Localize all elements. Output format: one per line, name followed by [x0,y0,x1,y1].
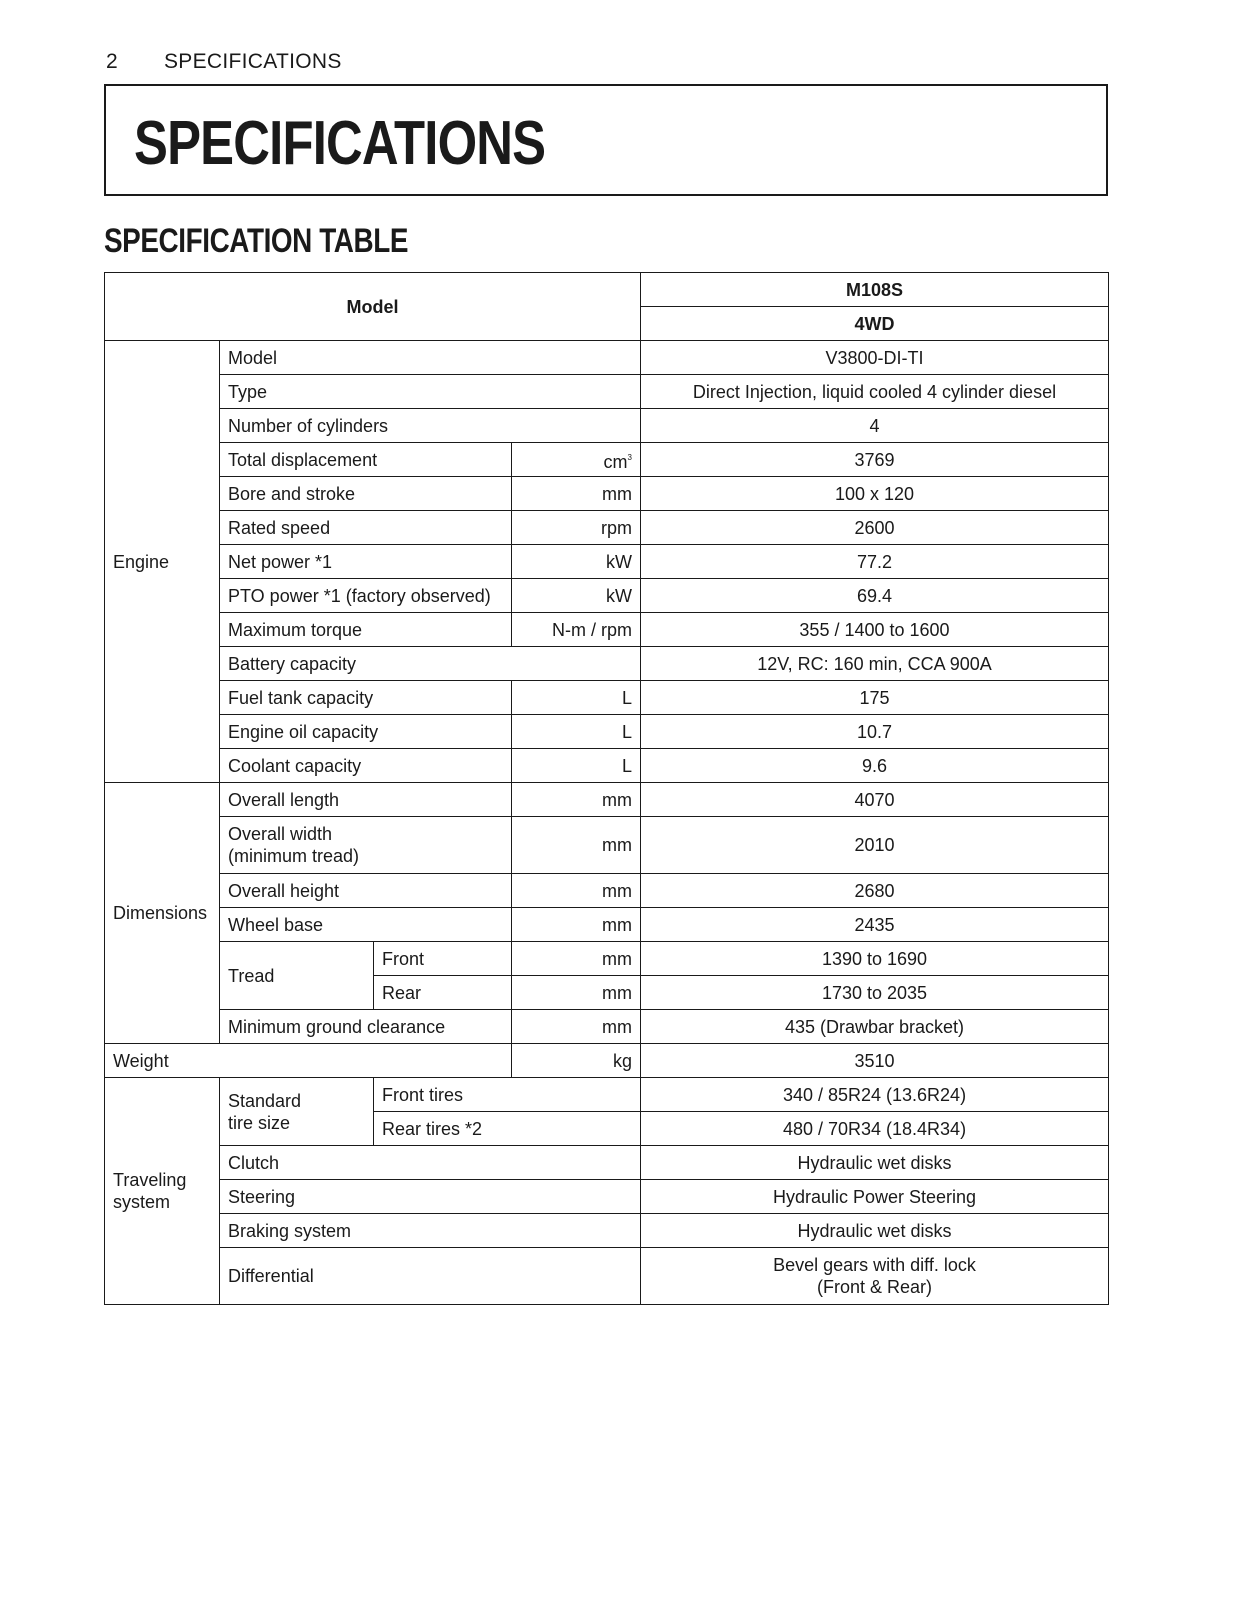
label-line: tire size [228,1112,291,1133]
row-value: 2600 [641,511,1109,545]
table-row [105,477,1109,511]
row-label: Bore and stroke [220,477,512,511]
row-unit: mm [512,942,641,976]
row-label: PTO power *1 (factory observed) [220,579,512,613]
label-line: Standard [228,1090,302,1111]
label-line: (minimum tread) [228,846,360,866]
label-line: Traveling [113,1170,187,1190]
row-value: 2435 [641,908,1109,942]
row-unit: kg [512,1044,641,1078]
row-value: 480 / 70R34 (18.4R34) [641,1112,1109,1146]
row-label: Differential [220,1248,641,1305]
row-unit [512,443,641,477]
row-sublabel: Front tires [374,1078,641,1112]
row-label: Rated speed [220,511,512,545]
table-row [105,817,1109,874]
table-row [105,783,1109,817]
title-box [104,84,1108,196]
table-row [105,1010,1109,1044]
row-sublabel: Rear [374,976,512,1010]
row-unit: mm [512,1010,641,1044]
table-row [105,749,1109,783]
row-value: 77.2 [641,545,1109,579]
table-row [105,874,1109,908]
row-label: Steering [220,1180,641,1214]
row-value: 12V, RC: 160 min, CCA 900A [641,647,1109,681]
row-label [220,817,512,874]
label-line: system [113,1192,171,1212]
table-row [105,942,1109,976]
row-value: Hydraulic wet disks [641,1214,1109,1248]
row-value: 100 x 120 [641,477,1109,511]
row-label: Net power *1 [220,545,512,579]
row-unit: L [512,681,641,715]
page-title: SPECIFICATIONS [134,109,546,178]
row-label: Overall length [220,783,512,817]
row-label [220,1078,374,1146]
row-unit: mm [512,976,641,1010]
page-header [106,50,342,74]
table-row [105,908,1109,942]
table-row [105,579,1109,613]
row-unit: N-m / rpm [512,613,641,647]
row-label: Battery capacity [220,647,641,681]
row-label: Maximum torque [220,613,512,647]
drive-type: 4WD [641,307,1109,341]
row-value: 4070 [641,783,1109,817]
row-label: Fuel tank capacity [220,681,512,715]
specification-table [104,272,1109,1305]
group-traveling-system [105,1078,220,1305]
group-engine: Engine [105,341,220,783]
row-value: 2680 [641,874,1109,908]
table-row [105,647,1109,681]
row-value: 340 / 85R24 (13.6R24) [641,1078,1109,1112]
row-label: Braking system [220,1214,641,1248]
row-value: 69.4 [641,579,1109,613]
table-row [105,1214,1109,1248]
row-unit: L [512,715,641,749]
row-label: Type [220,375,641,409]
row-sublabel: Front [374,942,512,976]
table-row [105,409,1109,443]
table-row [105,341,1109,375]
row-unit: L [512,749,641,783]
group-weight: Weight [105,1044,512,1078]
row-unit: kW [512,545,641,579]
row-value: 3769 [641,443,1109,477]
table-row [105,715,1109,749]
value-line: Bevel gears with diff. lock [773,1255,976,1275]
table-row [105,1146,1109,1180]
row-value: V3800-DI-TI [641,341,1109,375]
row-sublabel: Rear tires *2 [374,1112,641,1146]
row-label: Engine oil capacity [220,715,512,749]
table-row [105,1180,1109,1214]
table-row [105,1044,1109,1078]
table-row [105,273,1109,307]
row-value: 10.7 [641,715,1109,749]
row-unit: rpm [512,511,641,545]
row-value: 2010 [641,817,1109,874]
row-value: Hydraulic Power Steering [641,1180,1109,1214]
row-unit: mm [512,477,641,511]
group-dimensions: Dimensions [105,783,220,1044]
row-label: Overall height [220,874,512,908]
page-number: 2 [106,50,118,73]
row-value: Direct Injection, liquid cooled 4 cylinder diesel [641,375,1109,409]
table-row [105,375,1109,409]
row-value: 4 [641,409,1109,443]
row-value: 9.6 [641,749,1109,783]
label-line: Overall width [228,824,333,844]
row-value: 435 (Drawbar bracket) [641,1010,1109,1044]
running-title: SPECIFICATIONS [164,50,342,73]
row-value: 1730 to 2035 [641,976,1109,1010]
row-label: Clutch [220,1146,641,1180]
row-label: Model [220,341,641,375]
row-value: 355 / 1400 to 1600 [641,613,1109,647]
table-row [105,443,1109,477]
table-row [105,1248,1109,1305]
table-row [105,613,1109,647]
row-label: Minimum ground clearance [220,1010,512,1044]
row-label: Coolant capacity [220,749,512,783]
row-unit: mm [512,908,641,942]
row-value [641,1248,1109,1305]
unit-superscript: 3 [627,452,632,462]
section-title: SPECIFICATION TABLE [104,222,409,260]
row-unit: mm [512,817,641,874]
row-label: Tread [220,942,374,1010]
row-value: 175 [641,681,1109,715]
row-unit: kW [512,579,641,613]
row-label: Total displacement [220,443,512,477]
row-unit: mm [512,874,641,908]
row-value: Hydraulic wet disks [641,1146,1109,1180]
row-value: 1390 to 1690 [641,942,1109,976]
unit-text: cm [603,451,628,472]
table-row [105,545,1109,579]
value-line: (Front & Rear) [816,1277,933,1297]
row-unit: mm [512,783,641,817]
table-row [105,681,1109,715]
row-value: 3510 [641,1044,1109,1078]
model-name: M108S [641,273,1109,307]
table-row [105,1078,1109,1112]
model-header: Model [105,273,641,341]
row-label: Number of cylinders [220,409,641,443]
row-label: Wheel base [220,908,512,942]
table-row [105,511,1109,545]
